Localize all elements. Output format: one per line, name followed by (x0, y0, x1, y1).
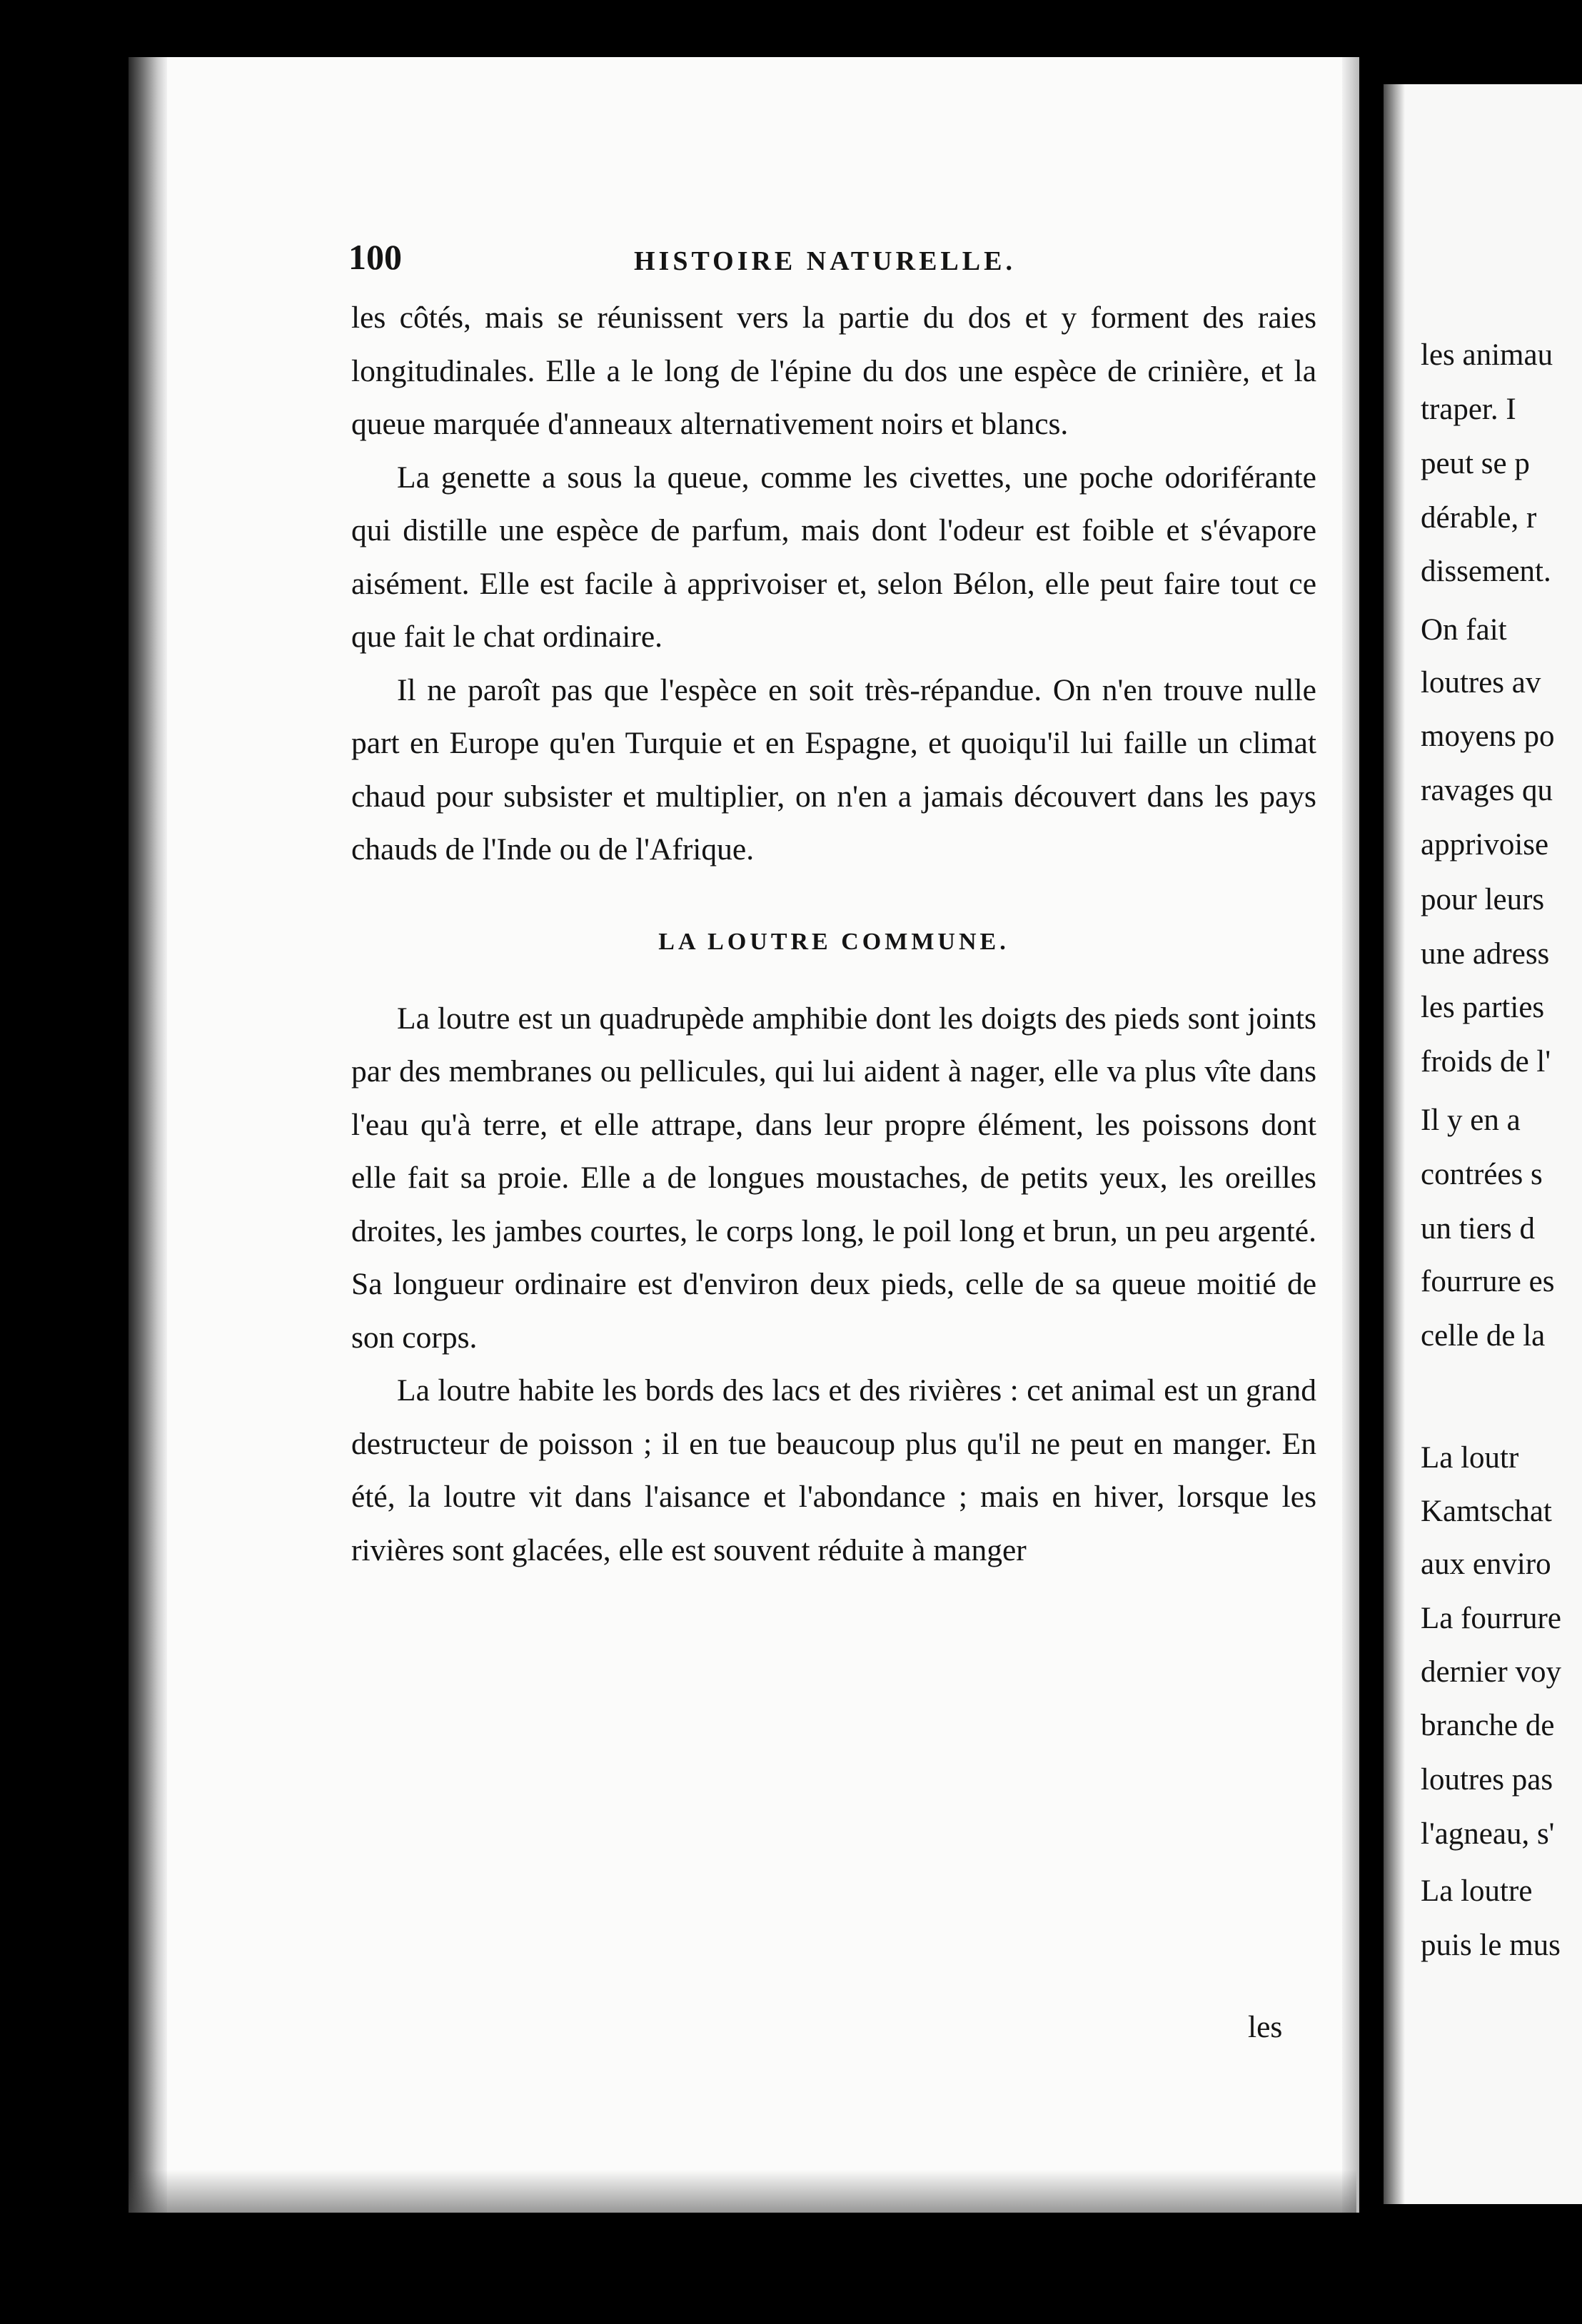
facing-page-line: loutres pas (1421, 1763, 1553, 1797)
running-title: HISTOIRE NATURELLE. (634, 246, 1016, 276)
facing-page-line: fourrure es (1421, 1265, 1555, 1298)
facing-page-line: moyens po (1421, 719, 1555, 753)
paragraph-genette-poche: La genette a sous la queue, comme les civettes, une poche odoriférante qui distille une espèce de parfum, mais dont l'odeur est foible et s'évapore aisément. Elle est facile à apprivoiser et, selon Bélon, elle peut faire tout ce que fait le chat ordinaire. (351, 460, 1316, 654)
facing-page-line: branche de (1421, 1709, 1555, 1742)
facing-page-line: celle de la (1421, 1319, 1546, 1353)
facing-page-line: un tiers d (1421, 1212, 1536, 1246)
left-page-bottom-shadow (129, 2170, 1356, 2213)
left-page-gutter-shadow (129, 57, 167, 2213)
facing-page-line: apprivoise (1421, 828, 1549, 862)
facing-page-line: Kamtschat (1421, 1495, 1552, 1528)
facing-page (1384, 84, 1582, 2204)
facing-page-line: les animau (1421, 338, 1553, 372)
facing-page-line: une adress (1421, 937, 1550, 971)
left-page-fore-edge (1342, 57, 1359, 2213)
section-heading: LA LOUTRE COMMUNE. (658, 928, 1009, 955)
catchword: les (1248, 2010, 1283, 2044)
facing-page-line: dissement. (1421, 555, 1551, 588)
body-text (351, 291, 1316, 1577)
facing-page-line: pour leurs (1421, 883, 1545, 916)
facing-page-line: les parties (1421, 991, 1545, 1024)
facing-page-line: La fourrure (1421, 1602, 1561, 1635)
facing-page-line: dérable, r (1421, 501, 1537, 535)
facing-page-line: puis le mus (1421, 1929, 1561, 1962)
facing-page-line: peut se p (1421, 447, 1530, 480)
paragraph-loutre-description: La loutre est un quadrupède amphibie dont les doigts des pieds sont joints par des membranes ou pellicules, qui lui aident à nager, elle va plus vîte dans l'eau qu'à terre, et elle attrape, dans leur propre élément, les poissons dont elle fait sa proie. Elle a de longues moustaches, de petits yeux, les oreilles droites, les jambes courtes, le corps long, le poil long et brun, un peu argenté. Sa longueur ordinaire est d'environ deux pieds, celle de sa queue moitié de son corps. (351, 1001, 1316, 1355)
facing-page-line: On fait (1421, 613, 1507, 647)
facing-page-line: La loutre (1421, 1874, 1533, 1908)
facing-page-line: contrées s (1421, 1158, 1543, 1191)
running-head (348, 236, 1284, 278)
paragraph-genette-repartition: Il ne paroît pas que l'espèce en soit très-répandue. On n'en trouve nulle part en Europe qu'en Turquie et en Espagne, et quoiqu'il lui faille un climat chaud pour subsister et multiplier, on n'en a jamais découvert dans les pays chauds de l'Inde ou de l'Afrique. (351, 672, 1316, 867)
facing-page-gutter-shadow (1384, 84, 1405, 2204)
facing-page-line: aux enviro (1421, 1547, 1551, 1581)
facing-page-line: Il y en a (1421, 1103, 1521, 1137)
facing-page-line: La loutr (1421, 1441, 1519, 1475)
facing-page-line: loutres av (1421, 666, 1541, 699)
page-number: 100 (348, 237, 402, 277)
paragraph-continued: les côtés, mais se réunissent vers la partie du dos et y forment des raies longitudinales. Elle a le long de l'épine du dos une espèce de crinière, et la queue marquée d'anneaux alternativement noirs et blancs. (351, 300, 1316, 441)
facing-page-line: froids de l' (1421, 1045, 1551, 1078)
facing-page-line: dernier voy (1421, 1655, 1562, 1689)
facing-page-line: traper. I (1421, 393, 1516, 426)
facing-page-line: l'agneau, s' (1421, 1817, 1555, 1851)
paragraph-loutre-habitat: La loutre habite les bords des lacs et des rivières : cet animal est un grand destructeur de poisson ; il en tue beaucoup plus qu'il ne peut en manger. En été, la loutre vit dans l'aisance et l'abondance ; mais en hiver, lorsque les rivières sont glacées, elle est souvent réduite à manger (351, 1373, 1316, 1567)
facing-page-line: ravages qu (1421, 774, 1553, 807)
